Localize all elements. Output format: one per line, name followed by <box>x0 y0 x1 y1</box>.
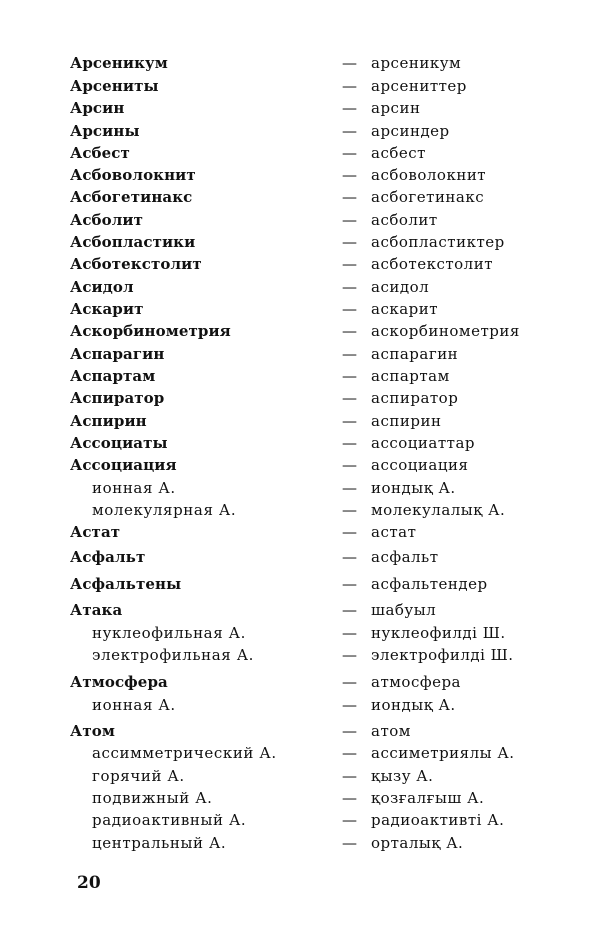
entry-row <box>0 320 601 342</box>
entry-row <box>0 477 601 499</box>
headword: Аспартам <box>70 367 156 385</box>
dash-separator: — <box>342 767 357 785</box>
entry-row <box>0 186 601 208</box>
dash-separator: — <box>342 99 357 117</box>
subterm: горячий А. <box>92 767 185 785</box>
headword: Асфальт <box>70 548 146 566</box>
entry-row <box>0 142 601 164</box>
entry-row <box>0 671 601 693</box>
translation: электрофилді Ш. <box>371 646 514 664</box>
headword: Арсениты <box>70 77 159 95</box>
translation: астат <box>371 523 417 541</box>
entry-row <box>0 432 601 454</box>
headword: Асбопластики <box>70 233 196 251</box>
translation: иондық А. <box>371 696 456 714</box>
entry-row <box>0 499 601 521</box>
translation: асботекстолит <box>371 255 494 273</box>
dash-separator: — <box>342 548 357 566</box>
translation: асбоволокнит <box>371 166 487 184</box>
dash-separator: — <box>342 144 357 162</box>
dash-separator: — <box>342 601 357 619</box>
entry-row <box>0 573 601 595</box>
subterm: центральный А. <box>92 834 227 852</box>
entry-row <box>0 97 601 119</box>
translation: қозғалғыш А. <box>371 789 485 807</box>
translation: ассоциаттар <box>371 434 476 452</box>
entry-row <box>0 75 601 97</box>
headword: Асфальтены <box>70 575 182 593</box>
dash-separator: — <box>342 501 357 519</box>
entry-row <box>0 276 601 298</box>
entry-row <box>0 387 601 409</box>
translation: нуклеофилді Ш. <box>371 624 506 642</box>
entry-row <box>0 298 601 320</box>
headword: Арсины <box>70 122 140 140</box>
translation: атом <box>371 722 411 740</box>
translation: аспирин <box>371 412 442 430</box>
dash-separator: — <box>342 322 357 340</box>
dash-separator: — <box>342 300 357 318</box>
dash-separator: — <box>342 412 357 430</box>
translation: ассиметриялы А. <box>371 744 515 762</box>
dash-separator: — <box>342 345 357 363</box>
translation: молекулалық А. <box>371 501 506 519</box>
dash-separator: — <box>342 696 357 714</box>
dash-separator: — <box>342 367 357 385</box>
translation: арсениттер <box>371 77 467 95</box>
subterm: молекулярная А. <box>92 501 237 519</box>
dash-separator: — <box>342 722 357 740</box>
headword: Аспарагин <box>70 345 165 363</box>
entry-row <box>0 343 601 365</box>
page-number: 20 <box>77 873 101 893</box>
entry-row <box>0 546 601 568</box>
dash-separator: — <box>342 389 357 407</box>
translation: асфальтендер <box>371 575 488 593</box>
entry-row <box>0 521 601 543</box>
subterm: радиоактивный А. <box>92 811 247 829</box>
entry-row <box>0 209 601 231</box>
headword: Атмосфера <box>70 673 168 691</box>
dash-separator: — <box>342 744 357 762</box>
dash-separator: — <box>342 188 357 206</box>
dash-separator: — <box>342 233 357 251</box>
entry-row <box>0 644 601 666</box>
dash-separator: — <box>342 54 357 72</box>
entry-row <box>0 410 601 432</box>
subterm: ассимметрический А. <box>92 744 277 762</box>
dash-separator: — <box>342 575 357 593</box>
dash-separator: — <box>342 624 357 642</box>
dash-separator: — <box>342 166 357 184</box>
translation: орталық А. <box>371 834 464 852</box>
translation: қызу А. <box>371 767 434 785</box>
headword: Ассоциация <box>70 456 177 474</box>
subterm: электрофильная А. <box>92 646 255 664</box>
translation: асбогетинакс <box>371 188 485 206</box>
headword: Асбоволокнит <box>70 166 196 184</box>
headword: Асидол <box>70 278 134 296</box>
translation: асидол <box>371 278 430 296</box>
translation: арсиндер <box>371 122 450 140</box>
headword: Асбест <box>70 144 130 162</box>
dash-separator: — <box>342 673 357 691</box>
dash-separator: — <box>342 479 357 497</box>
translation: асфальт <box>371 548 439 566</box>
headword: Атака <box>70 601 123 619</box>
headword: Асбогетинакс <box>70 188 193 206</box>
headword: Асботекстолит <box>70 255 202 273</box>
entry-row <box>0 832 601 854</box>
entry-row <box>0 742 601 764</box>
entry-row <box>0 253 601 275</box>
dash-separator: — <box>342 434 357 452</box>
subterm: нуклеофильная А. <box>92 624 246 642</box>
dash-separator: — <box>342 523 357 541</box>
translation: иондық А. <box>371 479 456 497</box>
subterm: ионная А. <box>92 479 176 497</box>
translation: аспарагин <box>371 345 459 363</box>
headword: Аскарит <box>70 300 144 318</box>
translation: шабуыл <box>371 601 437 619</box>
entry-row <box>0 599 601 621</box>
headword: Атом <box>70 722 115 740</box>
translation: асбест <box>371 144 426 162</box>
headword: Ассоциаты <box>70 434 168 452</box>
dash-separator: — <box>342 811 357 829</box>
entry-row <box>0 52 601 74</box>
dash-separator: — <box>342 834 357 852</box>
headword: Аскорбинометрия <box>70 322 231 340</box>
entry-row <box>0 120 601 142</box>
dash-separator: — <box>342 255 357 273</box>
dash-separator: — <box>342 211 357 229</box>
translation: аспартам <box>371 367 450 385</box>
translation: аскорбинометрия <box>371 322 520 340</box>
headword: Астат <box>70 523 121 541</box>
entry-row <box>0 231 601 253</box>
dash-separator: — <box>342 278 357 296</box>
dash-separator: — <box>342 77 357 95</box>
translation: аспиратор <box>371 389 459 407</box>
translation: арсеникум <box>371 54 462 72</box>
dash-separator: — <box>342 789 357 807</box>
subterm: ионная А. <box>92 696 176 714</box>
entry-row <box>0 720 601 742</box>
entry-row <box>0 622 601 644</box>
dash-separator: — <box>342 122 357 140</box>
entry-row <box>0 164 601 186</box>
entry-row <box>0 809 601 831</box>
translation: аскарит <box>371 300 439 318</box>
entry-row <box>0 454 601 476</box>
dash-separator: — <box>342 646 357 664</box>
headword: Аспиратор <box>70 389 165 407</box>
dash-separator: — <box>342 456 357 474</box>
translation: асбопластиктер <box>371 233 505 251</box>
headword: Аспирин <box>70 412 147 430</box>
headword: Асболит <box>70 211 144 229</box>
subterm: подвижный А. <box>92 789 213 807</box>
entry-row <box>0 365 601 387</box>
translation: ассоциация <box>371 456 469 474</box>
translation: асболит <box>371 211 438 229</box>
headword: Арсеникум <box>70 54 168 72</box>
entry-row <box>0 787 601 809</box>
translation: атмосфера <box>371 673 462 691</box>
translation: арсин <box>371 99 421 117</box>
entry-row <box>0 765 601 787</box>
headword: Арсин <box>70 99 125 117</box>
entry-row <box>0 694 601 716</box>
translation: радиоактивті А. <box>371 811 505 829</box>
